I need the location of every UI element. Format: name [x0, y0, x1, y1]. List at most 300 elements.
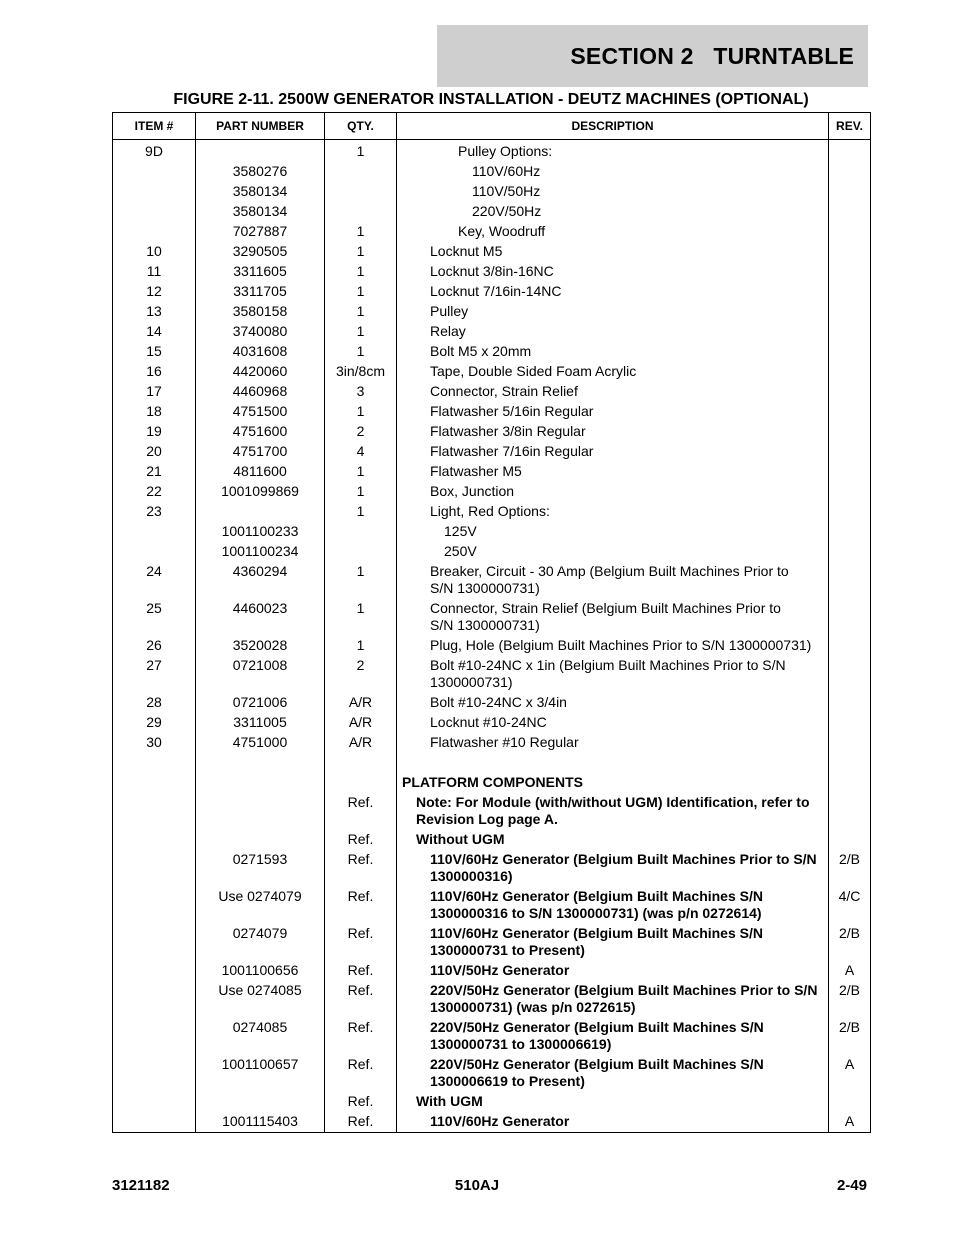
qty-cell: Ref. — [325, 830, 397, 850]
rev-cell — [829, 693, 871, 713]
description-line: Flatwasher 5/16in Regular — [430, 403, 594, 419]
description-cell — [397, 182, 829, 202]
description-cell — [397, 599, 829, 636]
rev-cell — [829, 773, 871, 793]
qty-cell: 2 — [325, 656, 397, 693]
qty-cell: A/R — [325, 713, 397, 733]
item-cell: 30 — [113, 733, 196, 753]
description-cell — [397, 202, 829, 222]
qty-cell: 1 — [325, 322, 397, 342]
part-number-cell: 3290505 — [196, 242, 325, 262]
rev-cell — [829, 382, 871, 402]
part-number-cell — [196, 1092, 325, 1112]
footer-page-number: 2-49 — [836, 1177, 867, 1194]
rev-cell — [829, 342, 871, 362]
item-cell: 28 — [113, 693, 196, 713]
table-row — [113, 502, 871, 522]
part-number-cell: 0271593 — [196, 850, 325, 887]
description-cell — [397, 282, 829, 302]
description-cell — [397, 713, 829, 733]
description-line: Locknut 3/8in-16NC — [430, 263, 554, 279]
qty-cell: 1 — [325, 342, 397, 362]
table-row — [113, 887, 871, 924]
description-line: Box, Junction — [430, 483, 515, 499]
part-number-cell: 1001100656 — [196, 961, 325, 981]
description-cell — [397, 162, 829, 182]
item-cell: 11 — [113, 262, 196, 282]
item-cell: 12 — [113, 282, 196, 302]
item-cell — [113, 182, 196, 202]
description-cell — [397, 140, 829, 162]
part-number-cell: 1001100657 — [196, 1055, 325, 1092]
table-row — [113, 222, 871, 242]
description-cell — [397, 462, 829, 482]
description-line: Tape, Double Sided Foam Acrylic — [430, 363, 637, 379]
part-number-cell: 1001115403 — [196, 1112, 325, 1133]
table-row — [113, 753, 871, 773]
qty-cell — [325, 773, 397, 793]
qty-cell: 1 — [325, 599, 397, 636]
description-line: S/N 1300000731) — [430, 617, 540, 633]
item-cell — [113, 522, 196, 542]
column-header-part-number: PART NUMBER — [196, 113, 325, 140]
part-number-cell: Use 0274079 — [196, 887, 325, 924]
description-cell — [397, 773, 829, 793]
parts-table — [112, 112, 871, 1133]
description-line: Bolt #10-24NC x 1in (Belgium Built Machines Prior to S/N — [430, 657, 786, 673]
description-cell — [397, 887, 829, 924]
description-line: Flatwasher #10 Regular — [430, 734, 579, 750]
qty-cell — [325, 542, 397, 562]
qty-cell: Ref. — [325, 1018, 397, 1055]
rev-cell: 2/B — [829, 1018, 871, 1055]
part-number-cell: 7027887 — [196, 222, 325, 242]
description-line: Bolt #10-24NC x 3/4in — [430, 694, 567, 710]
part-number-cell: 4420060 — [196, 362, 325, 382]
description-line: 220V/50Hz — [472, 203, 542, 219]
description-line: Revision Log page A. — [416, 811, 558, 827]
description-cell — [397, 442, 829, 462]
table-row — [113, 162, 871, 182]
part-number-cell: 3580134 — [196, 202, 325, 222]
rev-cell — [829, 242, 871, 262]
description-line: 1300000731 to Present) — [430, 942, 585, 958]
rev-cell — [829, 282, 871, 302]
description-line: 125V — [444, 523, 477, 539]
description-cell — [397, 362, 829, 382]
item-cell: 9D — [113, 140, 196, 162]
part-number-cell: 0721006 — [196, 693, 325, 713]
rev-cell — [829, 462, 871, 482]
qty-cell: 1 — [325, 140, 397, 162]
rev-cell — [829, 753, 871, 773]
description-line: Relay — [430, 323, 466, 339]
parts-table-body — [113, 140, 871, 1133]
part-number-cell: 1001100233 — [196, 522, 325, 542]
item-cell — [113, 924, 196, 961]
description-cell — [397, 961, 829, 981]
table-row — [113, 382, 871, 402]
item-cell — [113, 1055, 196, 1092]
qty-cell: Ref. — [325, 887, 397, 924]
description-line: 110V/60Hz Generator — [430, 1113, 570, 1129]
item-cell: 17 — [113, 382, 196, 402]
column-header-rev: REV. — [829, 113, 871, 140]
part-number-cell: 4751000 — [196, 733, 325, 753]
qty-cell: Ref. — [325, 1055, 397, 1092]
qty-cell — [325, 202, 397, 222]
item-cell: 13 — [113, 302, 196, 322]
description-line: PLATFORM COMPONENTS — [402, 774, 583, 790]
part-number-cell: 4460968 — [196, 382, 325, 402]
item-cell: 16 — [113, 362, 196, 382]
item-cell: 29 — [113, 713, 196, 733]
qty-cell — [325, 522, 397, 542]
rev-cell — [829, 182, 871, 202]
description-cell — [397, 482, 829, 502]
part-number-cell: 4460023 — [196, 599, 325, 636]
item-cell: 18 — [113, 402, 196, 422]
rev-cell: A — [829, 1112, 871, 1133]
description-cell — [397, 733, 829, 753]
rev-cell — [829, 482, 871, 502]
description-line: Pulley Options: — [458, 143, 553, 159]
description-line: Connector, Strain Relief (Belgium Built Machines Prior to — [430, 600, 781, 616]
rev-cell — [829, 1092, 871, 1112]
table-row — [113, 242, 871, 262]
rev-cell: 2/B — [829, 981, 871, 1018]
table-row — [113, 140, 871, 162]
part-number-cell: Use 0274085 — [196, 981, 325, 1018]
description-cell — [397, 402, 829, 422]
rev-cell: A — [829, 1055, 871, 1092]
part-number-cell: 0274085 — [196, 1018, 325, 1055]
part-number-cell: 4751600 — [196, 422, 325, 442]
part-number-cell: 3520028 — [196, 636, 325, 656]
item-cell — [113, 773, 196, 793]
qty-cell: Ref. — [325, 961, 397, 981]
column-header-description: DESCRIPTION — [397, 113, 829, 140]
table-row — [113, 482, 871, 502]
description-line: Pulley — [430, 303, 469, 319]
description-line: Flatwasher M5 — [430, 463, 522, 479]
rev-cell: 2/B — [829, 850, 871, 887]
item-cell: 10 — [113, 242, 196, 262]
description-cell — [397, 1055, 829, 1092]
part-number-cell: 0721008 — [196, 656, 325, 693]
rev-cell — [829, 656, 871, 693]
description-line: Note: For Module (with/without UGM) Identification, refer to — [416, 794, 810, 810]
part-number-cell: 4031608 — [196, 342, 325, 362]
part-number-cell: 4751500 — [196, 402, 325, 422]
description-cell — [397, 342, 829, 362]
description-cell — [397, 562, 829, 599]
table-row — [113, 924, 871, 961]
footer-doc-number: 3121182 — [112, 1177, 170, 1194]
rev-cell — [829, 830, 871, 850]
rev-cell — [829, 302, 871, 322]
table-row — [113, 656, 871, 693]
figure-title: FIGURE 2-11. 2500W GENERATOR INSTALLATION - DEUTZ MACHINES (OPTIONAL) — [173, 91, 809, 108]
item-cell: 26 — [113, 636, 196, 656]
rev-cell: 4/C — [829, 887, 871, 924]
rev-cell: A — [829, 961, 871, 981]
description-cell — [397, 422, 829, 442]
table-row — [113, 636, 871, 656]
qty-cell: Ref. — [325, 924, 397, 961]
description-line: 110V/50Hz Generator — [430, 962, 570, 978]
description-cell — [397, 522, 829, 542]
qty-cell — [325, 182, 397, 202]
description-cell — [397, 502, 829, 522]
qty-cell: 3in/8cm — [325, 362, 397, 382]
qty-cell: 1 — [325, 402, 397, 422]
description-cell — [397, 322, 829, 342]
description-line: 110V/60Hz Generator (Belgium Built Machines S/N — [430, 888, 763, 904]
rev-cell — [829, 793, 871, 830]
rev-cell — [829, 636, 871, 656]
qty-cell: 1 — [325, 482, 397, 502]
table-row — [113, 850, 871, 887]
qty-cell: Ref. — [325, 1112, 397, 1133]
description-cell — [397, 222, 829, 242]
description-line: Breaker, Circuit - 30 Amp (Belgium Built Machines Prior to — [430, 563, 789, 579]
description-line: Flatwasher 7/16in Regular — [430, 443, 594, 459]
part-number-cell: 3311705 — [196, 282, 325, 302]
qty-cell: 1 — [325, 636, 397, 656]
footer-model: 510AJ — [454, 1177, 500, 1194]
item-cell — [113, 202, 196, 222]
column-header-qty: QTY. — [325, 113, 397, 140]
table-row — [113, 1112, 871, 1133]
item-cell — [113, 1018, 196, 1055]
description-cell — [397, 636, 829, 656]
qty-cell: 1 — [325, 282, 397, 302]
qty-cell — [325, 753, 397, 773]
item-cell — [113, 961, 196, 981]
description-line: 110V/60Hz — [472, 163, 541, 179]
item-cell: 25 — [113, 599, 196, 636]
qty-cell: 4 — [325, 442, 397, 462]
item-cell — [113, 1112, 196, 1133]
table-row — [113, 202, 871, 222]
part-number-cell: 3311605 — [196, 262, 325, 282]
description-line: 110V/60Hz Generator (Belgium Built Machines Prior to S/N — [430, 851, 817, 867]
table-row — [113, 362, 871, 382]
part-number-cell: 4811600 — [196, 462, 325, 482]
description-line: 1300000316) — [430, 868, 513, 884]
rev-cell — [829, 599, 871, 636]
table-row — [113, 342, 871, 362]
table-row — [113, 442, 871, 462]
description-line: 1300006619 to Present) — [430, 1073, 585, 1089]
qty-cell: Ref. — [325, 793, 397, 830]
table-row — [113, 282, 871, 302]
table-row — [113, 693, 871, 713]
description-line: Plug, Hole (Belgium Built Machines Prior to S/N 1300000731) — [430, 637, 812, 653]
description-line: 220V/50Hz Generator (Belgium Built Machines S/N — [430, 1019, 764, 1035]
item-cell: 19 — [113, 422, 196, 442]
description-cell — [397, 1112, 829, 1133]
part-number-cell: 1001099869 — [196, 482, 325, 502]
item-cell: 24 — [113, 562, 196, 599]
qty-cell: A/R — [325, 693, 397, 713]
rev-cell — [829, 222, 871, 242]
rev-cell — [829, 502, 871, 522]
rev-cell — [829, 442, 871, 462]
description-cell — [397, 981, 829, 1018]
part-number-cell: 3580276 — [196, 162, 325, 182]
qty-cell: Ref. — [325, 981, 397, 1018]
description-line: Key, Woodruff — [458, 223, 546, 239]
qty-cell: 1 — [325, 222, 397, 242]
rev-cell — [829, 402, 871, 422]
qty-cell: Ref. — [325, 850, 397, 887]
description-line: 220V/50Hz Generator (Belgium Built Machines S/N — [430, 1056, 764, 1072]
table-row — [113, 599, 871, 636]
rev-cell: 2/B — [829, 924, 871, 961]
table-row — [113, 793, 871, 830]
description-cell — [397, 302, 829, 322]
part-number-cell: 3311005 — [196, 713, 325, 733]
part-number-cell: 3580158 — [196, 302, 325, 322]
description-line: 1300000731) (was p/n 0272615) — [430, 999, 636, 1015]
description-cell — [397, 382, 829, 402]
description-cell — [397, 542, 829, 562]
table-row — [113, 262, 871, 282]
description-cell — [397, 262, 829, 282]
rev-cell — [829, 202, 871, 222]
table-row — [113, 981, 871, 1018]
item-cell — [113, 753, 196, 773]
qty-cell: 2 — [325, 422, 397, 442]
item-cell: 27 — [113, 656, 196, 693]
description-line: 110V/60Hz Generator (Belgium Built Machines S/N — [430, 925, 763, 941]
description-line: Locknut #10-24NC — [430, 714, 547, 730]
item-cell — [113, 887, 196, 924]
part-number-cell — [196, 830, 325, 850]
description-line: Without UGM — [416, 831, 505, 847]
description-cell — [397, 693, 829, 713]
rev-cell — [829, 713, 871, 733]
description-cell — [397, 242, 829, 262]
table-row — [113, 322, 871, 342]
item-cell — [113, 1092, 196, 1112]
table-row — [113, 773, 871, 793]
table-row — [113, 302, 871, 322]
description-line: 250V — [444, 543, 477, 559]
description-line: 110V/50Hz — [472, 183, 541, 199]
part-number-cell: 4360294 — [196, 562, 325, 599]
qty-cell: Ref. — [325, 1092, 397, 1112]
description-line: Bolt M5 x 20mm — [430, 343, 532, 359]
table-row — [113, 830, 871, 850]
part-number-cell: 3740080 — [196, 322, 325, 342]
item-cell: 15 — [113, 342, 196, 362]
table-row — [113, 562, 871, 599]
rev-cell — [829, 322, 871, 342]
qty-cell: A/R — [325, 733, 397, 753]
item-cell — [113, 542, 196, 562]
qty-cell: 1 — [325, 262, 397, 282]
section-banner — [437, 25, 868, 87]
description-line: 1300000316 to S/N 1300000731) (was p/n 0272614) — [430, 905, 762, 921]
description-line: Flatwasher 3/8in Regular — [430, 423, 586, 439]
item-cell — [113, 981, 196, 1018]
rev-cell — [829, 733, 871, 753]
item-cell: 20 — [113, 442, 196, 462]
description-line: Light, Red Options: — [430, 503, 550, 519]
qty-cell — [325, 162, 397, 182]
item-cell: 21 — [113, 462, 196, 482]
description-line: Locknut 7/16in-14NC — [430, 283, 562, 299]
qty-cell: 1 — [325, 562, 397, 599]
item-cell: 14 — [113, 322, 196, 342]
table-header-row — [113, 113, 871, 140]
item-cell — [113, 793, 196, 830]
part-number-cell — [196, 773, 325, 793]
rev-cell — [829, 162, 871, 182]
table-row — [113, 422, 871, 442]
part-number-cell — [196, 793, 325, 830]
description-cell — [397, 753, 829, 773]
qty-cell: 1 — [325, 502, 397, 522]
item-cell: 23 — [113, 502, 196, 522]
table-row — [113, 1092, 871, 1112]
table-row — [113, 182, 871, 202]
column-header-item: ITEM # — [113, 113, 196, 140]
part-number-cell — [196, 140, 325, 162]
part-number-cell: 0274079 — [196, 924, 325, 961]
table-row — [113, 522, 871, 542]
item-cell — [113, 162, 196, 182]
table-row — [113, 713, 871, 733]
part-number-cell: 1001100234 — [196, 542, 325, 562]
description-cell — [397, 793, 829, 830]
qty-cell: 3 — [325, 382, 397, 402]
qty-cell: 1 — [325, 302, 397, 322]
description-cell — [397, 850, 829, 887]
qty-cell: 1 — [325, 242, 397, 262]
rev-cell — [829, 562, 871, 599]
description-cell — [397, 924, 829, 961]
description-line: S/N 1300000731) — [430, 580, 540, 596]
description-cell — [397, 1018, 829, 1055]
table-row — [113, 961, 871, 981]
description-line: 1300000731) — [430, 674, 513, 690]
table-row — [113, 542, 871, 562]
rev-cell — [829, 542, 871, 562]
section-title: SECTION 2 TURNTABLE — [570, 42, 854, 69]
description-line: 220V/50Hz Generator (Belgium Built Machines Prior to S/N — [430, 982, 818, 998]
description-line: 1300000731 to 1300006619) — [430, 1036, 612, 1052]
qty-cell: 1 — [325, 462, 397, 482]
item-cell: 22 — [113, 482, 196, 502]
item-cell — [113, 830, 196, 850]
item-cell — [113, 222, 196, 242]
description-line: With UGM — [416, 1093, 483, 1109]
rev-cell — [829, 422, 871, 442]
description-cell — [397, 656, 829, 693]
table-row — [113, 1018, 871, 1055]
part-number-cell: 4751700 — [196, 442, 325, 462]
rev-cell — [829, 262, 871, 282]
table-row — [113, 1055, 871, 1092]
item-cell — [113, 850, 196, 887]
description-line: Connector, Strain Relief — [430, 383, 578, 399]
part-number-cell: 3580134 — [196, 182, 325, 202]
part-number-cell — [196, 753, 325, 773]
